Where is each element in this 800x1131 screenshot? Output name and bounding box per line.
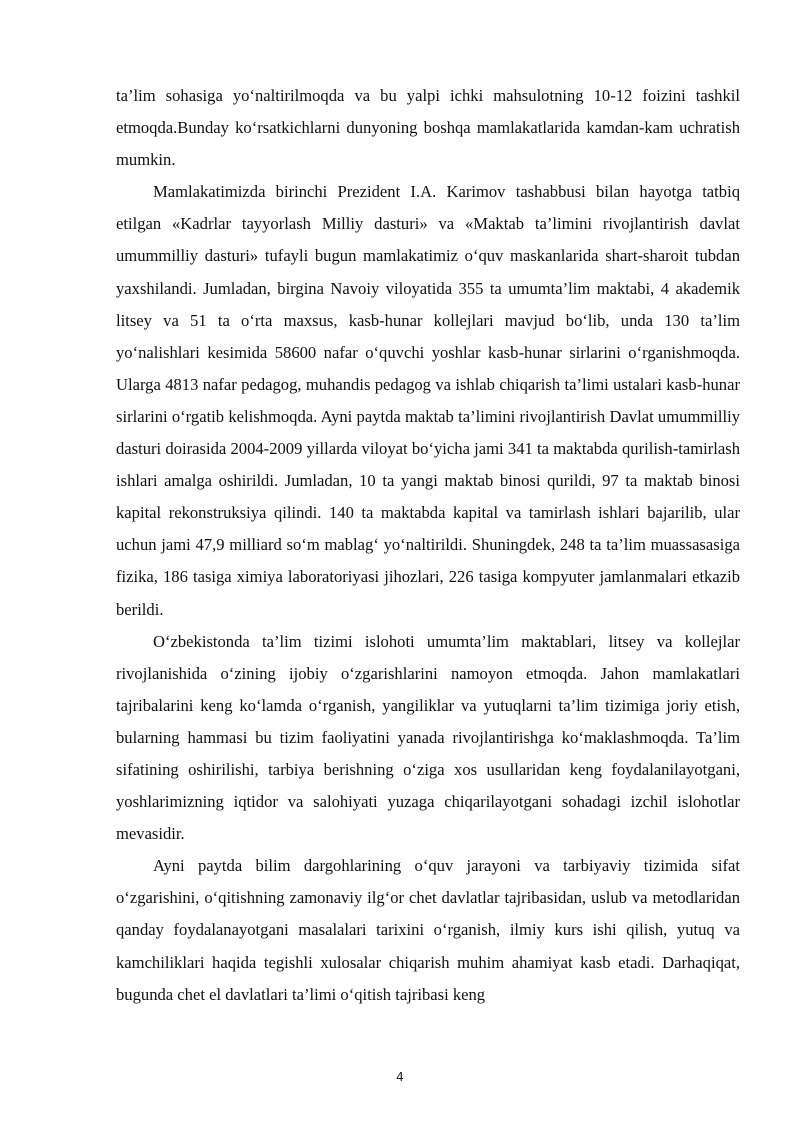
paragraph-continuation: ta’lim sohasiga yo‘naltirilmoqda va bu yalpi ichki mahsulotning 10-12 foizini tashkil etmoqda.Bunday ko‘rsatkichlarni dunyoning boshqa mamlakatlarida kamdan-kam uchratish mumkin.	[116, 86, 740, 170]
body-text	[116, 80, 740, 1011]
paragraph-navoiy-schools: Mamlakatimizda birinchi Prezident I.A. Karimov tashabbusi bilan hayotga tatbiq etilgan «Kadrlar tayyorlash Milliy dasturi» va «Maktab ta’limini rivojlantirish davlat umummilliy dasturi» tufayli bugun mamlakatimiz o‘quv maskanlarida shart-sharoit tubdan yaxshilandi. Jumladan, birgina Navoiy viloyatida 355 ta umumta’lim maktabi, 4 akademik litsey va 51 ta o‘rta maxsus, kasb-hunar kollejlari mavjud bo‘lib, unda 130 ta’lim yo‘nalishlari kesimida 58600 nafar o‘quvchi yoshlar kasb-hunar sirlarini o‘rganishmoqda. Ularga 4813 nafar pedagog, muhandis pedagog va ishlab chiqarish ta’limi ustalari kasb-hunar sirlarini o‘rgatib kelishmoqda. Ayni paytda maktab ta’limini rivojlantirish Davlat umummilliy dasturi doirasida 2004-2009 yillarda viloyat bo‘yicha jami 341 ta maktabda qurilish-tamirlash ishlari amalga oshirildi. Jumladan, 10 ta yangi maktab binosi qurildi, 97 ta maktab binosi kapital rekonstruksiya qilindi. 140 ta maktabda kapital va tamirlash ishlari bajarilib, ular uchun jami 47,9 milliard so‘m mablag‘ yo‘naltirildi. Shuningdek, 248 ta ta’lim muassasasiga fizika, 186 tasiga ximiya laboratoriyasi jihozlari, 226 tasiga kompyuter jamlanmalari etkazib berildi.	[116, 182, 740, 619]
page-number: 4	[396, 1070, 404, 1084]
paragraph-education-reform: O‘zbekistonda ta’lim tizimi islohoti umumta’lim maktablari, litsey va kollejlar rivojlanishida o‘zining ijobiy o‘zgarishlarini namoyon etmoqda. Jahon mamlakatlari tajribalarini keng ko‘lamda o‘rganish, yangiliklar va yutuqlarni ta’lim tizimiga joriy etish, bularning hammasi bu tizim faoliyatini yanada rivojlantirishga ko‘maklashmoqda. Ta’lim sifatining oshirilishi, tarbiya berishning o‘ziga xos usullaridan keng foydalanilayotgani, yoshlarimizning iqtidor va salohiyati yuzaga chiqarilayotgani sohadagi izchil islohotlar mevasidir.	[116, 631, 740, 844]
paragraph-quality-change: Ayni paytda bilim dargohlarining o‘quv jarayoni va tarbiyaviy tizimida sifat o‘zgarishini, o‘qitishning zamonaviy ilg‘or chet davlatlar tajribasidan, uslub va metodlaridan qanday foydalanayotgani masalalari tarixini o‘rganish, ilmiy kurs ishi qilish, yutuq va kamchiliklari haqida tegishli xulosalar chiqarish muhim ahamiyat kasb etadi. Darhaqiqat, bugunda chet el davlatlari ta’limi o‘qitish tajribasi keng	[116, 856, 740, 1004]
